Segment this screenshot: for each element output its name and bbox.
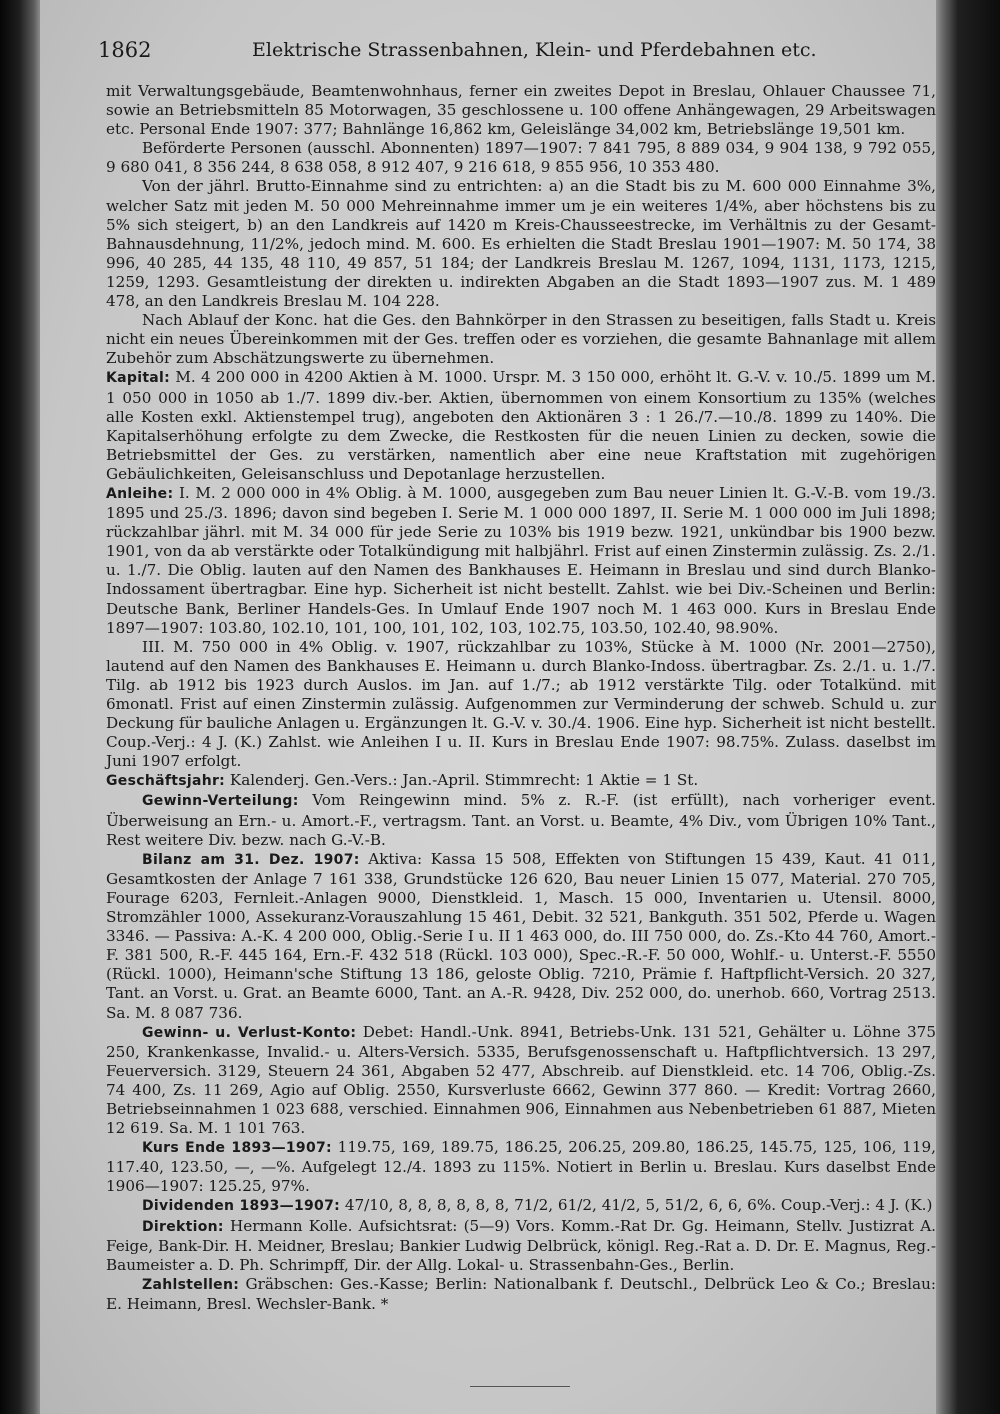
page-header	[98, 38, 936, 64]
section-label: Geschäftsjahr:	[106, 773, 226, 790]
paragraph-text: Nach Ablauf der Konc. hat die Ges. den Bahnkörper in den Strassen zu beseitigen, falls Stadt u. Kreis nicht ein neues Übereinkommen mit der Ges. treffen oder es vorziehen, die gesamte Bahnanlage mit allem Zubehör zum Abschätzungswerte zu übernehmen.	[106, 311, 936, 368]
section-text: Kalenderj. Gen.-Vers.: Jan.-April. Stimmrecht: 1 Aktie = 1 St.	[229, 771, 699, 790]
section-text: Vom Reingewinn mind. 5% z. R.-F. (ist erfüllt), nach vorheriger event. Überweisung an Ern.- u. Amort.-F., vertragsm. Tant. an Vorst. u. Beamte, 4% Div., vom Übrigen 10% Tant., Rest weitere Div. bezw. nach G.-V.-B.	[106, 791, 936, 849]
section-anleihe	[106, 484, 936, 638]
section-label: Bilanz am 31. Dez. 1907:	[142, 851, 360, 868]
paragraph-passengers	[106, 139, 936, 177]
section-label: Kurs Ende 1893—1907:	[142, 1140, 332, 1157]
section-text: Gräbschen: Ges.-Kasse; Berlin: Nationalbank f. Deutschl., Delbrück Leo & Co.; Breslau: E. Heimann, Bresl. Wechsler-Bank. *	[106, 1274, 936, 1313]
section-gewinn-verlust	[106, 1023, 936, 1139]
section-label: Gewinn- u. Verlust-Konto:	[142, 1024, 357, 1041]
section-zahlstellen	[106, 1275, 936, 1314]
paragraph-fees	[106, 177, 936, 311]
section-dividenden	[106, 1196, 936, 1216]
section-text: 47/10, 8, 8, 8, 8, 8, 8, 71/2, 61/2, 41/2, 5, 51/2, 6, 6, 6%. Coup.-Verj.: 4 J. (K.)	[344, 1196, 933, 1215]
page-number: 1862	[98, 38, 152, 62]
section-kapital	[106, 368, 936, 484]
section-geschaeftsjahr	[106, 771, 936, 791]
paragraph-anleihe-iii	[106, 638, 936, 772]
section-label: Direktion:	[142, 1218, 224, 1235]
section-gewinn-verteilung	[106, 791, 936, 849]
section-text: Debet: Handl.-Unk. 8941, Betriebs-Unk. 131 521, Gehälter u. Löhne 375 250, Krankenkasse, Invalid.- u. Alters-Versich. 5335, Berufsgenossenschaft u. Haftpflichtversich. 13 297, Feuerversich. 3129, Steuern 24 361, Abgaben 52 477, Abschreib. auf Dienstkleid. etc. 14 706, Oblig.-Zs. 74 400, Zs. 11 269, Agio auf Oblig. 2550, Kursverluste 6662, Gewinn 377 860. — Kredit: Vortrag 2660, Betriebseinnahmen 1 023 688, verschied. Einnahmen 906, Einnahmen aus Nebenbetrieben 61 887, Mieten 12 619. Sa. M. 1 101 763.	[106, 1022, 936, 1138]
page-edge-shadow	[930, 0, 1000, 1414]
paragraph-concession	[106, 311, 936, 368]
paragraph-text: Beförderte Personen (ausschl. Abonnenten) 1897—1907: 7 841 795, 8 889 034, 9 904 138, 9 792 055, 9 680 041, 8 356 244, 8 638 058, 8 912 407, 9 216 618, 9 855 956, 10 353 480.	[106, 139, 936, 177]
book-binding-shadow	[0, 0, 42, 1414]
section-label: Kapital:	[106, 370, 171, 387]
paragraph-text: mit Verwaltungsgebäude, Beamtenwohnhaus, ferner ein zweites Depot in Breslau, Ohlauer Chaussee 71, sowie an Betriebsmitteln 85 Motorwagen, 35 geschlossene u. 100 offene Anhängewagen, 29 Arbeitswagen etc. Personal Ende 1907: 377; Bahnlänge 16,862 km, Geleislänge 34,002 km, Betriebslänge 19,501 km.	[106, 82, 936, 139]
section-text: I. M. 2 000 000 in 4% Oblig. à M. 1000, ausgegeben zum Bau neuer Linien lt. G.-V.-B. vom 19./3. 1895 und 25./3. 1896; davon sind begeben I. Serie M. 1 000 000 1897, II. Serie M. 1 000 000 im Juli 1898; rückzahlbar jährl. mit M. 34 000 für jede Serie zu 103% bis 1919 bezw. 1921, unkündbar bis 1900 bezw. 1901, von da ab verstärkte oder Totalkündigung mit halbjährl. Frist auf einen Zinstermin zulässig. Zs. 2./1. u. 1./7. Die Oblig. lauten auf den Namen des Bankhauses E. Heimann in Breslau und sind durch Blanko-Indossament übertragbar. Eine hyp. Sicherheit ist nicht bestellt. Zahlst. wie bei Div.-Scheinen und Berlin: Deutsche Bank, Berliner Handels-Ges. In Umlauf Ende 1907 noch M. 1 463 000. Kurs in Breslau Ende 1897—1907: 103.80, 102.10, 101, 100, 101, 102, 103, 102.75, 103.50, 102.40, 98.90%.	[106, 483, 936, 637]
section-text: Hermann Kolle. Aufsichtsrat: (5—9) Vors. Komm.-Rat Dr. Gg. Heimann, Stellv. Justizrat A. Feige, Bank-Dir. H. Meidner, Breslau; Bankier Ludwig Delbrück, königl. Reg.-Rat a. D. Dr. E. Magnus, Reg.-Baumeister a. D. Ph. Schrimpff, Dir. der Allg. Lokal- u. Strassenbahn-Ges., Berlin.	[106, 1216, 936, 1274]
section-label: Dividenden 1893—1907:	[142, 1198, 341, 1215]
section-bilanz	[106, 850, 936, 1023]
section-kurs	[106, 1138, 936, 1196]
end-rule	[470, 1386, 570, 1387]
section-label: Gewinn-Verteilung:	[142, 793, 299, 810]
section-direktion	[106, 1217, 936, 1275]
paragraph-text: III. M. 750 000 in 4% Oblig. v. 1907, rückzahlbar zu 103%, Stücke à M. 1000 (Nr. 2001—2750), lautend auf den Namen des Bankhauses E. Heimann u. durch Blanko-Indoss. übertragbar. Zs. 2./1. u. 1./7. Tilg. ab 1912 bis 1923 durch Auslos. im Jan. auf 1./7.; ab 1912 verstärkte Tilg. oder Totalkünd. mit 6monatl. Frist auf einen Zinstermin zulässig. Aufgenommen zur Verminderung der schweb. Schuld u. zur Deckung für bauliche Anlagen u. Ergänzungen lt. G.-V. v. 30./4. 1906. Eine hyp. Sicherheit ist nicht bestellt. Coup.-Verj.: 4 J. (K.) Zahlst. wie Anleihen I u. II. Kurs in Breslau Ende 1907: 98.75%. Zulass. daselbst im Juni 1907 erfolgt.	[106, 637, 936, 771]
paragraph-text: Von der jährl. Brutto-Einnahme sind zu entrichten: a) an die Stadt bis zu M. 600 000 Einnahme 3%, welcher Satz mit jeden M. 50 000 Mehreinnahme immer um je ein weiteres 1/4%, aber höchstens bis zu 5% sich steigert, b) an den Landkreis auf 1420 m Kreis-Chausseestrecke, im Verhältnis zu der Gesamt-Bahnausdehnung, 11/2%, jedoch mind. M. 600. Es erhielten die Stadt Breslau 1901—1907: M. 50 174, 38 996, 40 285, 44 135, 48 110, 49 857, 51 184; der Landkreis Breslau M. 1267, 1094, 1131, 1173, 1215, 1259, 1293. Gesamtleistung der direkten u. indirekten Abgaben an die Stadt 1893—1907 zus. M. 1 489 478, an den Landkreis Breslau M. 104 228.	[106, 177, 936, 311]
document-page	[40, 0, 936, 1414]
section-text: M. 4 200 000 in 4200 Aktien à M. 1000. Urspr. M. 3 150 000, erhöht lt. G.-V. v. 10./5. 1899 um M. 1 050 000 in 1050 ab 1./7. 1899 div.-ber. Aktien, übernommen von einem Konsortium zu 135% (welches alle Kosten exkl. Aktienstempel trug), angeboten den Aktionären 3 : 1 26./7.—10./8. 1899 zu 140%. Die Kapitalserhöhung erfolgte zu dem Zwecke, die Restkosten für die neuen Linien zu decken, sowie die Betriebsmittel der Ges. zu verstärken, namentlich aber eine neue Kraftstation mit zugehörigen Gebäulichkeiten, Geleisanschluss und Depotanlage herzustellen.	[106, 368, 936, 483]
section-label: Zahlstellen:	[142, 1276, 240, 1293]
page-body	[106, 82, 936, 1314]
running-title: Elektrische Strassenbahnen, Klein- und Pferdebahnen etc.	[252, 39, 817, 61]
paragraph-depot	[106, 82, 936, 139]
section-text: Aktiva: Kassa 15 508, Effekten von Stiftungen 15 439, Kaut. 41 011, Gesamtkosten der Anlage 7 161 338, Grundstücke 126 620, Bau neuer Linien 15 077, Material. 270 705, Fourage 6203, Fernleit.-Anlagen 9000, Dienstkleid. 1, Masch. 15 000, Inventarien u. Utensil. 8000, Stromzähler 1000, Assekuranz-Vorauszahlung 15 461, Debit. 32 521, Bankguth. 351 502, Pferde u. Wagen 3346. — Passiva: A.-K. 4 200 000, Oblig.-Serie I u. II 1 463 000, do. III 750 000, do. Zs.-Kto 44 760, Amort.-F. 381 500, R.-F. 445 164, Ern.-F. 432 518 (Rückl. 103 000), Spec.-R.-F. 50 000, Wohlf.- u. Unterst.-F. 5550 (Rückl. 1000), Heimann'sche Stiftung 13 186, geloste Oblig. 7210, Prämie f. Haftpflicht-Versich. 20 327, Tant. an Vorst. u. Grat. an Beamte 6000, Tant. an A.-R. 9428, Div. 252 000, do. unerhob. 660, Vortrag 2513. Sa. M. 8 087 736.	[106, 849, 936, 1022]
section-label: Anleihe:	[106, 485, 174, 502]
section-text: 119.75, 169, 189.75, 186.25, 206.25, 209.80, 186.25, 145.75, 125, 106, 119, 117.40, 123.50, —, —%. Aufgelegt 12./4. 1893 zu 115%. Notiert in Berlin u. Breslau. Kurs daselbst Ende 1906—1907: 125.25, 97%.	[106, 1138, 936, 1196]
